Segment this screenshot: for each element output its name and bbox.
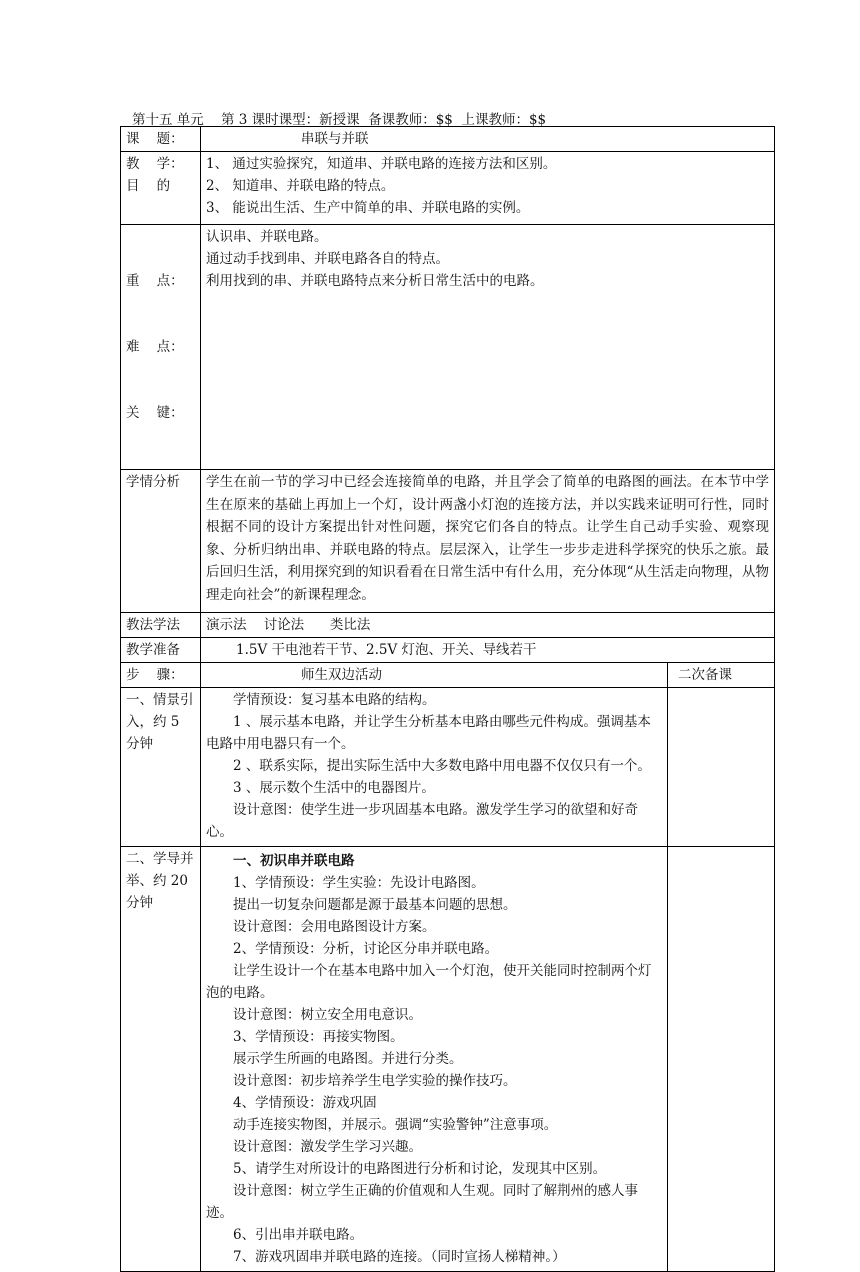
focus-label: 重 点： xyxy=(126,273,184,289)
methods-value: 演示法 讨论法 类比法 xyxy=(201,613,775,638)
step1-second-prep xyxy=(668,688,775,847)
analysis-label: 学情分析 xyxy=(121,470,201,613)
step2-line: 1、学情预设：学生实验：先设计电路图。 xyxy=(233,875,485,891)
analysis-row xyxy=(121,470,775,613)
goal-item: 3、 能说出生活、生产中简单的串、并联电路的实例。 xyxy=(206,200,530,216)
step1-line: 学情预设：复习基本电路的结构。 xyxy=(233,692,436,708)
key-label: 关 键： xyxy=(126,405,184,421)
step2-title: 一、初识串并联电路 xyxy=(233,853,355,869)
topic-label: 课 题： xyxy=(121,127,201,152)
lesson-header: 第十五 单元 第 3 课时课型：新授课 备课教师：$$ 上课教师：$$ xyxy=(132,112,547,128)
step2-line: 7、游戏巩固串并联电路的连接。（同时宣扬人梯精神。） xyxy=(233,1249,566,1265)
steps-header-row xyxy=(121,663,775,688)
step1-line: 1 、展示基本电路，并让学生分析基本电路由哪些元件构成。强调基本电路中用电器只有一个。 xyxy=(206,714,651,752)
analysis-text: 学生在前一节的学习中已经会连接简单的电路，并且学会了简单的电路图的画法。在本节中学生在原来的基础上再加上一个灯，设计两盏小灯泡的连接方法，并以实践来证明可行性，同时根据不同的设计方案提出针对性问题，探究它们各自的特点。让学生自己动手实验、观察现象、分析归纳出串、并联电路的特点。层层深入，让学生一步步走进科学探究的快乐之旅。最后回归生活，利用探究到的知识看看在日常生活中有什么用，充分体现“从生活走向物理，从物理走向社会”的新课程理念。 xyxy=(201,470,775,613)
step2-second-prep xyxy=(668,847,775,1272)
goal-item: 1、 通过实验探究，知道串、并联电路的连接方法和区别。 xyxy=(206,156,557,172)
prep-value: 1.5V 干电池若干节、2.5V 灯泡、开关、导线若干 xyxy=(201,638,775,663)
step1-line: 设计意图：使学生进一步巩固基本电路。激发学生学习的欲望和好奇心。 xyxy=(206,802,638,840)
steps-label: 步 骤： xyxy=(121,663,201,688)
step1-line: 3 、展示数个生活中的电器图片。 xyxy=(233,780,435,796)
difficulty-label: 难 点： xyxy=(126,339,184,355)
step2-line: 展示学生所画的电路图。并进行分类。 xyxy=(233,1051,463,1067)
step2-line: 6、引出串并联电路。 xyxy=(233,1227,364,1243)
step2-row xyxy=(121,847,775,1272)
step2-line: 2、学情预设：分析，讨论区分串并联电路。 xyxy=(233,941,499,957)
topic-value: 串联与并联 xyxy=(201,127,775,152)
methods-label: 教法学法 xyxy=(121,613,201,638)
step1-line: 2 、联系实际，提出实际生活中大多数电路中用电器不仅仅只有一个。 xyxy=(233,758,651,774)
step2-line: 5、请学生对所设计的电路图进行分析和讨论，发现其中区别。 xyxy=(233,1161,607,1177)
key-value: 利用找到的串、并联电路特点来分析日常生活中的电路。 xyxy=(206,273,544,289)
goals-label: 教 学： 目 的 xyxy=(121,152,201,225)
goals-list xyxy=(201,152,775,225)
step2-line: 设计意图：树立学生正确的价值观和人生观。同时了解荆州的感人事迹。 xyxy=(206,1183,638,1221)
step2-line: 提出一切复杂问题都是源于最基本问题的思想。 xyxy=(233,897,517,913)
activity-header: 师生双边活动 xyxy=(201,663,668,688)
step2-line: 设计意图：会用电路图设计方案。 xyxy=(233,919,436,935)
key-points-row xyxy=(121,225,775,470)
second-prep-header: 二次备课 xyxy=(668,663,775,688)
step2-line: 设计意图：激发学生学习兴趣。 xyxy=(233,1139,422,1155)
key-labels xyxy=(121,225,201,470)
step1-row xyxy=(121,688,775,847)
step2-content xyxy=(201,847,668,1272)
lesson-plan-table xyxy=(120,126,775,1272)
difficulty-value: 通过动手找到串、并联电路各自的特点。 xyxy=(206,251,449,267)
step2-line: 让学生设计一个在基本电路中加入一个灯泡，使开关能同时控制两个灯泡的电路。 xyxy=(206,963,652,1001)
step2-line: 设计意图：树立安全用电意识。 xyxy=(233,1007,422,1023)
step2-line: 设计意图：初步培养学生电学实验的操作技巧。 xyxy=(233,1073,517,1089)
topic-row xyxy=(121,127,775,152)
step2-line: 3、学情预设：再接实物图。 xyxy=(233,1029,404,1045)
key-values xyxy=(201,225,775,470)
step2-label: 二、学导并举、约 20 分钟 xyxy=(121,847,201,1272)
step2-line: 动手连接实物图，并展示。强调“实验警钟”注意事项。 xyxy=(233,1117,558,1133)
step1-label: 一、情景引入，约 5 分钟 xyxy=(121,688,201,847)
goals-row xyxy=(121,152,775,225)
step2-line: 4、学情预设：游戏巩固 xyxy=(233,1095,377,1111)
goal-item: 2、 知道串、并联电路的特点。 xyxy=(206,178,395,194)
prep-row xyxy=(121,638,775,663)
focus-value: 认识串、并联电路。 xyxy=(206,229,328,245)
methods-row xyxy=(121,613,775,638)
step1-content xyxy=(201,688,668,847)
prep-label: 教学准备 xyxy=(121,638,201,663)
